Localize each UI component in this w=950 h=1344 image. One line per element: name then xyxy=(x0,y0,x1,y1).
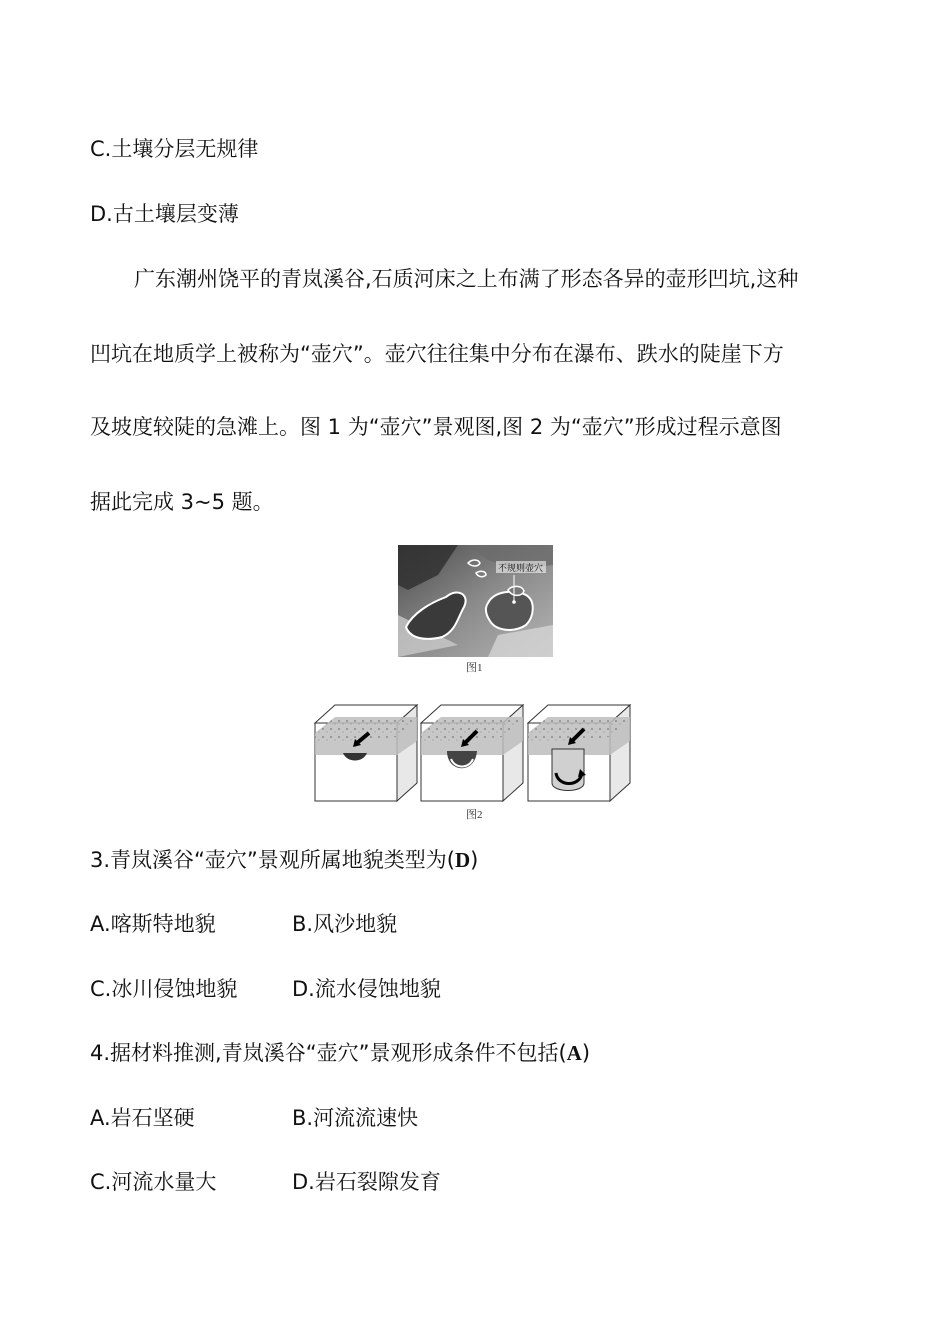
option-d-prev: D.古土壤层变薄 xyxy=(90,202,239,226)
figure-1-label: 不规则壶穴 xyxy=(498,564,544,574)
question-3-text: 3.青岚溪谷“壶穴”景观所属地貌类型为( xyxy=(90,848,455,872)
figure-1 xyxy=(398,545,553,657)
figure-2-caption: 图2 xyxy=(466,809,483,821)
pothole-photo xyxy=(398,545,553,657)
figure-1-caption: 图1 xyxy=(466,662,483,674)
question-3-option-a: A.喀斯特地貌 xyxy=(90,912,216,936)
question-4-option-b: B.河流流速快 xyxy=(292,1106,419,1130)
question-4-text: 4.据材料推测,青岚溪谷“壶穴”景观形成条件不包括( xyxy=(90,1041,567,1065)
question-3-close: ) xyxy=(470,848,479,872)
question-3-option-c: C.冰川侵蚀地貌 xyxy=(90,977,238,1001)
block-stage-1 xyxy=(315,705,417,801)
question-4-option-c: C.河流水量大 xyxy=(90,1170,217,1194)
question-4-answer: A xyxy=(566,1041,582,1065)
option-c-prev: C.土壤分层无规律 xyxy=(90,137,259,161)
question-4-stem xyxy=(90,1038,590,1068)
question-3-option-d: D.流水侵蚀地貌 xyxy=(292,977,441,1001)
passage-line-1: 广东潮州饶平的青岚溪谷,石质河床之上布满了形态各异的壶形凹坑,这种 xyxy=(134,267,799,291)
question-4-option-d: D.岩石裂隙发育 xyxy=(292,1170,441,1194)
block-stage-2 xyxy=(421,705,523,801)
figure-2 xyxy=(313,703,633,803)
question-3-option-b: B.风沙地貌 xyxy=(292,912,398,936)
formation-diagram xyxy=(313,703,633,803)
question-3-stem xyxy=(90,845,478,875)
passage-line-2: 凹坑在地质学上被称为“壶穴”。壶穴往往集中分布在瀑布、跌水的陡崖下方 xyxy=(90,342,784,366)
question-4-close: ) xyxy=(581,1041,591,1065)
question-4-option-a: A.岩石坚硬 xyxy=(90,1106,195,1130)
question-3-answer: D xyxy=(455,848,471,872)
block-stage-3 xyxy=(528,705,630,801)
passage-line-3: 及坡度较陡的急滩上。图 1 为“壶穴”景观图,图 2 为“壶穴”形成过程示意图 xyxy=(90,415,782,439)
passage-line-4: 据此完成 3~5 题。 xyxy=(90,490,274,514)
